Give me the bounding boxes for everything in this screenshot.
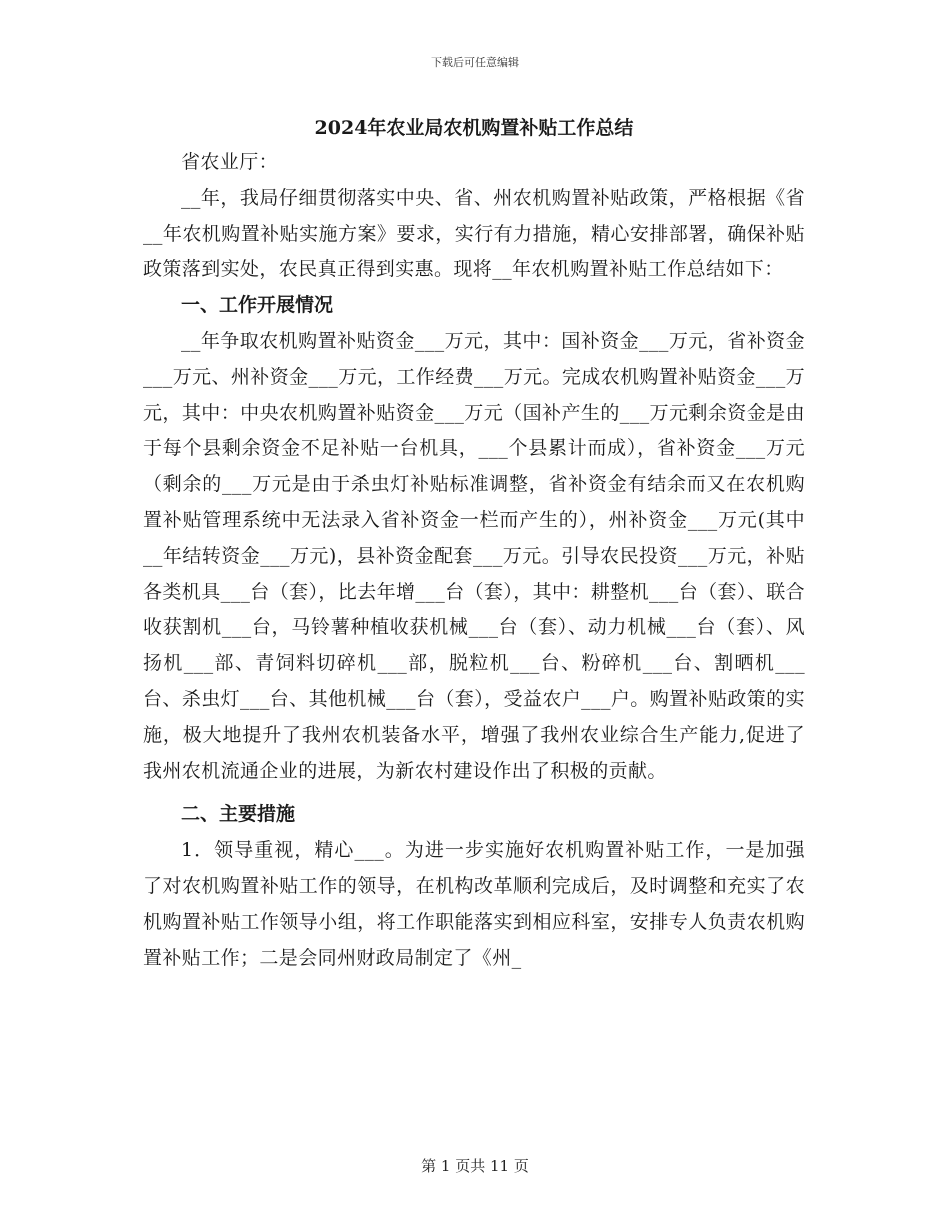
intro-paragraph: __年，我局仔细贯彻落实中央、省、州农机购置补贴政策，严格根据《省__年农机购置补贴实施方案》要求，实行有力措施，精心安排部署，确保补贴政策落到实处，农民真正得到实惠。现将__年农机购置补贴工作总结如下： [143, 186, 805, 281]
section-heading-main-measures: 二、主要措施 [181, 803, 296, 826]
section-body-main-measures: 1．领导重视，精心___。为进一步实施好农机购置补贴工作，一是加强了对农机购置补贴工作的领导，在机构改革顺利完成后，及时调整和充实了农机购置补贴工作领导小组，将工作职能落实到相应科室，安排专人负责农机购置补贴工作；二是会同州财政局制定了《州_ [143, 839, 805, 969]
salutation: 省农业厅： [181, 151, 279, 173]
document-title: 2024年农业局农机购置补贴工作总结 [314, 117, 634, 139]
page-header: 下载后可任意编辑 [431, 56, 519, 69]
section-heading-work-progress: 一、工作开展情况 [181, 294, 334, 317]
document-body [143, 113, 805, 976]
section-body-work-progress: __年争取农机购置补贴资金___万元，其中：国补资金___万元，省补资金___万元、州补资金___万元，工作经费___万元。完成农机购置补贴资金___万元，其中：中央农机购置补贴资金___万元（国补产生的___万元剩余资金是由于每个县剩余资金不足补贴一台机具，___个县累计而成），省补资金___万元（剩余的___万元是由于杀虫灯补贴标准调整，省补资金有结余而又在农机购置补贴管理系统中无法录入省补资金一栏而产生的），州补资金___万元(其中__年结转资金___万元)，县补资金配套___万元。引导农民投资___万元，补贴各类机具___台（套），比去年增___台（套），其中：耕整机___台（套）、联合收获割机___台，马铃薯种植收获机械___台（套）、动力机械___台（套）、风扬机___部、青饲料切碎机___部，脱粒机___台、粉碎机___台、割晒机___台、杀虫灯___台、其他机械___台（套），受益农户___户。购置补贴政策的实施，极大地提升了我州农机装备水平，增强了我州农业综合生产能力,促进了我州农机流通企业的进展，为新农村建设作出了积极的贡献。 [143, 329, 806, 782]
page-footer: 第 1 页共 11 页 [421, 1157, 529, 1175]
